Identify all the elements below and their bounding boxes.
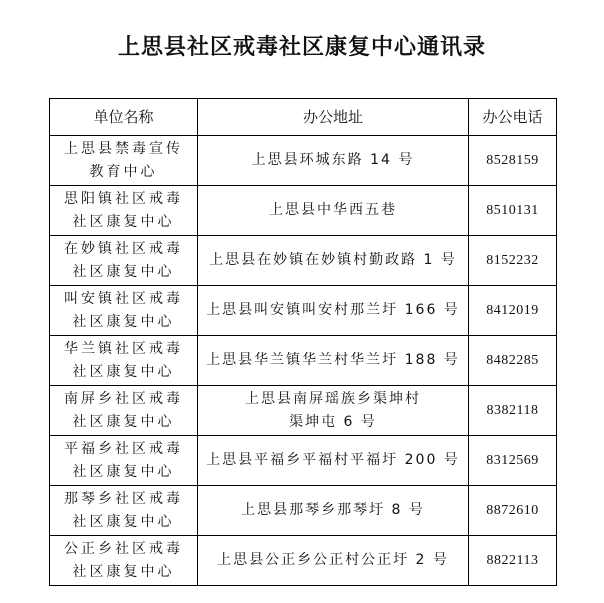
table-row: [50, 136, 557, 186]
unit-name-line2: 社区康复中心: [72, 513, 175, 530]
address-line1: 上思县叫安镇叫安村那兰圩 166 号: [206, 302, 460, 318]
unit-name-line2: 社区康复中心: [72, 263, 175, 280]
unit-name-line1: 华兰镇社区戒毒: [64, 340, 183, 357]
address-cell: [198, 336, 469, 386]
phone-cell: 8510131: [469, 186, 557, 236]
table-row: [50, 486, 557, 536]
unit-name-line2: 社区康复中心: [72, 413, 175, 430]
phone-cell: 8482285: [469, 336, 557, 386]
phone-cell: 8382118: [469, 386, 557, 436]
unit-name-cell: [50, 186, 198, 236]
table-row: [50, 436, 557, 486]
unit-name-line2: 社区康复中心: [72, 563, 175, 580]
contact-directory-table: [49, 98, 557, 586]
table-row: [50, 536, 557, 586]
unit-name-line1: 叫安镇社区戒毒: [64, 290, 183, 307]
address-cell: [198, 536, 469, 586]
table-row: [50, 386, 557, 436]
address-cell: [198, 236, 469, 286]
address-line1: 上思县环城东路 14 号: [251, 152, 415, 168]
address-cell: [198, 486, 469, 536]
header-office-phone: 办公电话: [469, 99, 557, 136]
address-line2: 渠坤屯 6 号: [289, 413, 377, 430]
header-unit-name: 单位名称: [50, 99, 198, 136]
address-line1: 上思县中华西五巷: [269, 202, 397, 218]
address-line1: 上思县那琴乡那琴圩 8 号: [241, 502, 425, 518]
table-row: [50, 286, 557, 336]
header-office-address: 办公地址: [198, 99, 469, 136]
table-row: [50, 186, 557, 236]
unit-name-cell: [50, 236, 198, 286]
address-line1: 上思县华兰镇华兰村华兰圩 188 号: [206, 352, 460, 368]
unit-name-line1: 平福乡社区戒毒: [64, 440, 183, 457]
table-header-row: [50, 99, 557, 136]
phone-cell: 8528159: [469, 136, 557, 186]
unit-name-cell: [50, 286, 198, 336]
address-cell: [198, 186, 469, 236]
unit-name-cell: [50, 386, 198, 436]
unit-name-line1: 那琴乡社区戒毒: [64, 490, 183, 507]
address-cell: [198, 386, 469, 436]
unit-name-cell: [50, 486, 198, 536]
unit-name-line2: 社区康复中心: [72, 213, 175, 230]
page-title: 上思县社区戒毒社区康复中心通讯录: [117, 35, 486, 60]
unit-name-line1: 上思县禁毒宣传: [64, 140, 183, 157]
unit-name-line1: 在妙镇社区戒毒: [64, 240, 183, 257]
unit-name-line2: 社区康复中心: [72, 313, 175, 330]
phone-cell: 8312569: [469, 436, 557, 486]
unit-name-line2: 社区康复中心: [72, 363, 175, 380]
unit-name-cell: [50, 536, 198, 586]
unit-name-cell: [50, 436, 198, 486]
phone-cell: 8412019: [469, 286, 557, 336]
address-cell: [198, 286, 469, 336]
unit-name-cell: [50, 136, 198, 186]
unit-name-line1: 公正乡社区戒毒: [64, 540, 183, 557]
phone-cell: 8822113: [469, 536, 557, 586]
address-cell: [198, 136, 469, 186]
unit-name-line1: 思阳镇社区戒毒: [64, 190, 183, 207]
phone-cell: 8152232: [469, 236, 557, 286]
address-cell: [198, 436, 469, 486]
address-line1: 上思县在妙镇在妙镇村勤政路 1 号: [209, 252, 457, 268]
address-line1: 上思县平福乡平福村平福圩 200 号: [206, 452, 460, 468]
table-row: [50, 236, 557, 286]
unit-name-line2: 教育中心: [89, 163, 158, 180]
phone-cell: 8872610: [469, 486, 557, 536]
table-row: [50, 336, 557, 386]
address-line1: 上思县南屏瑶族乡渠坤村: [245, 390, 421, 407]
unit-name-cell: [50, 336, 198, 386]
unit-name-line2: 社区康复中心: [72, 463, 175, 480]
address-line1: 上思县公正乡公正村公正圩 2 号: [217, 552, 449, 568]
unit-name-line1: 南屏乡社区戒毒: [64, 390, 183, 407]
